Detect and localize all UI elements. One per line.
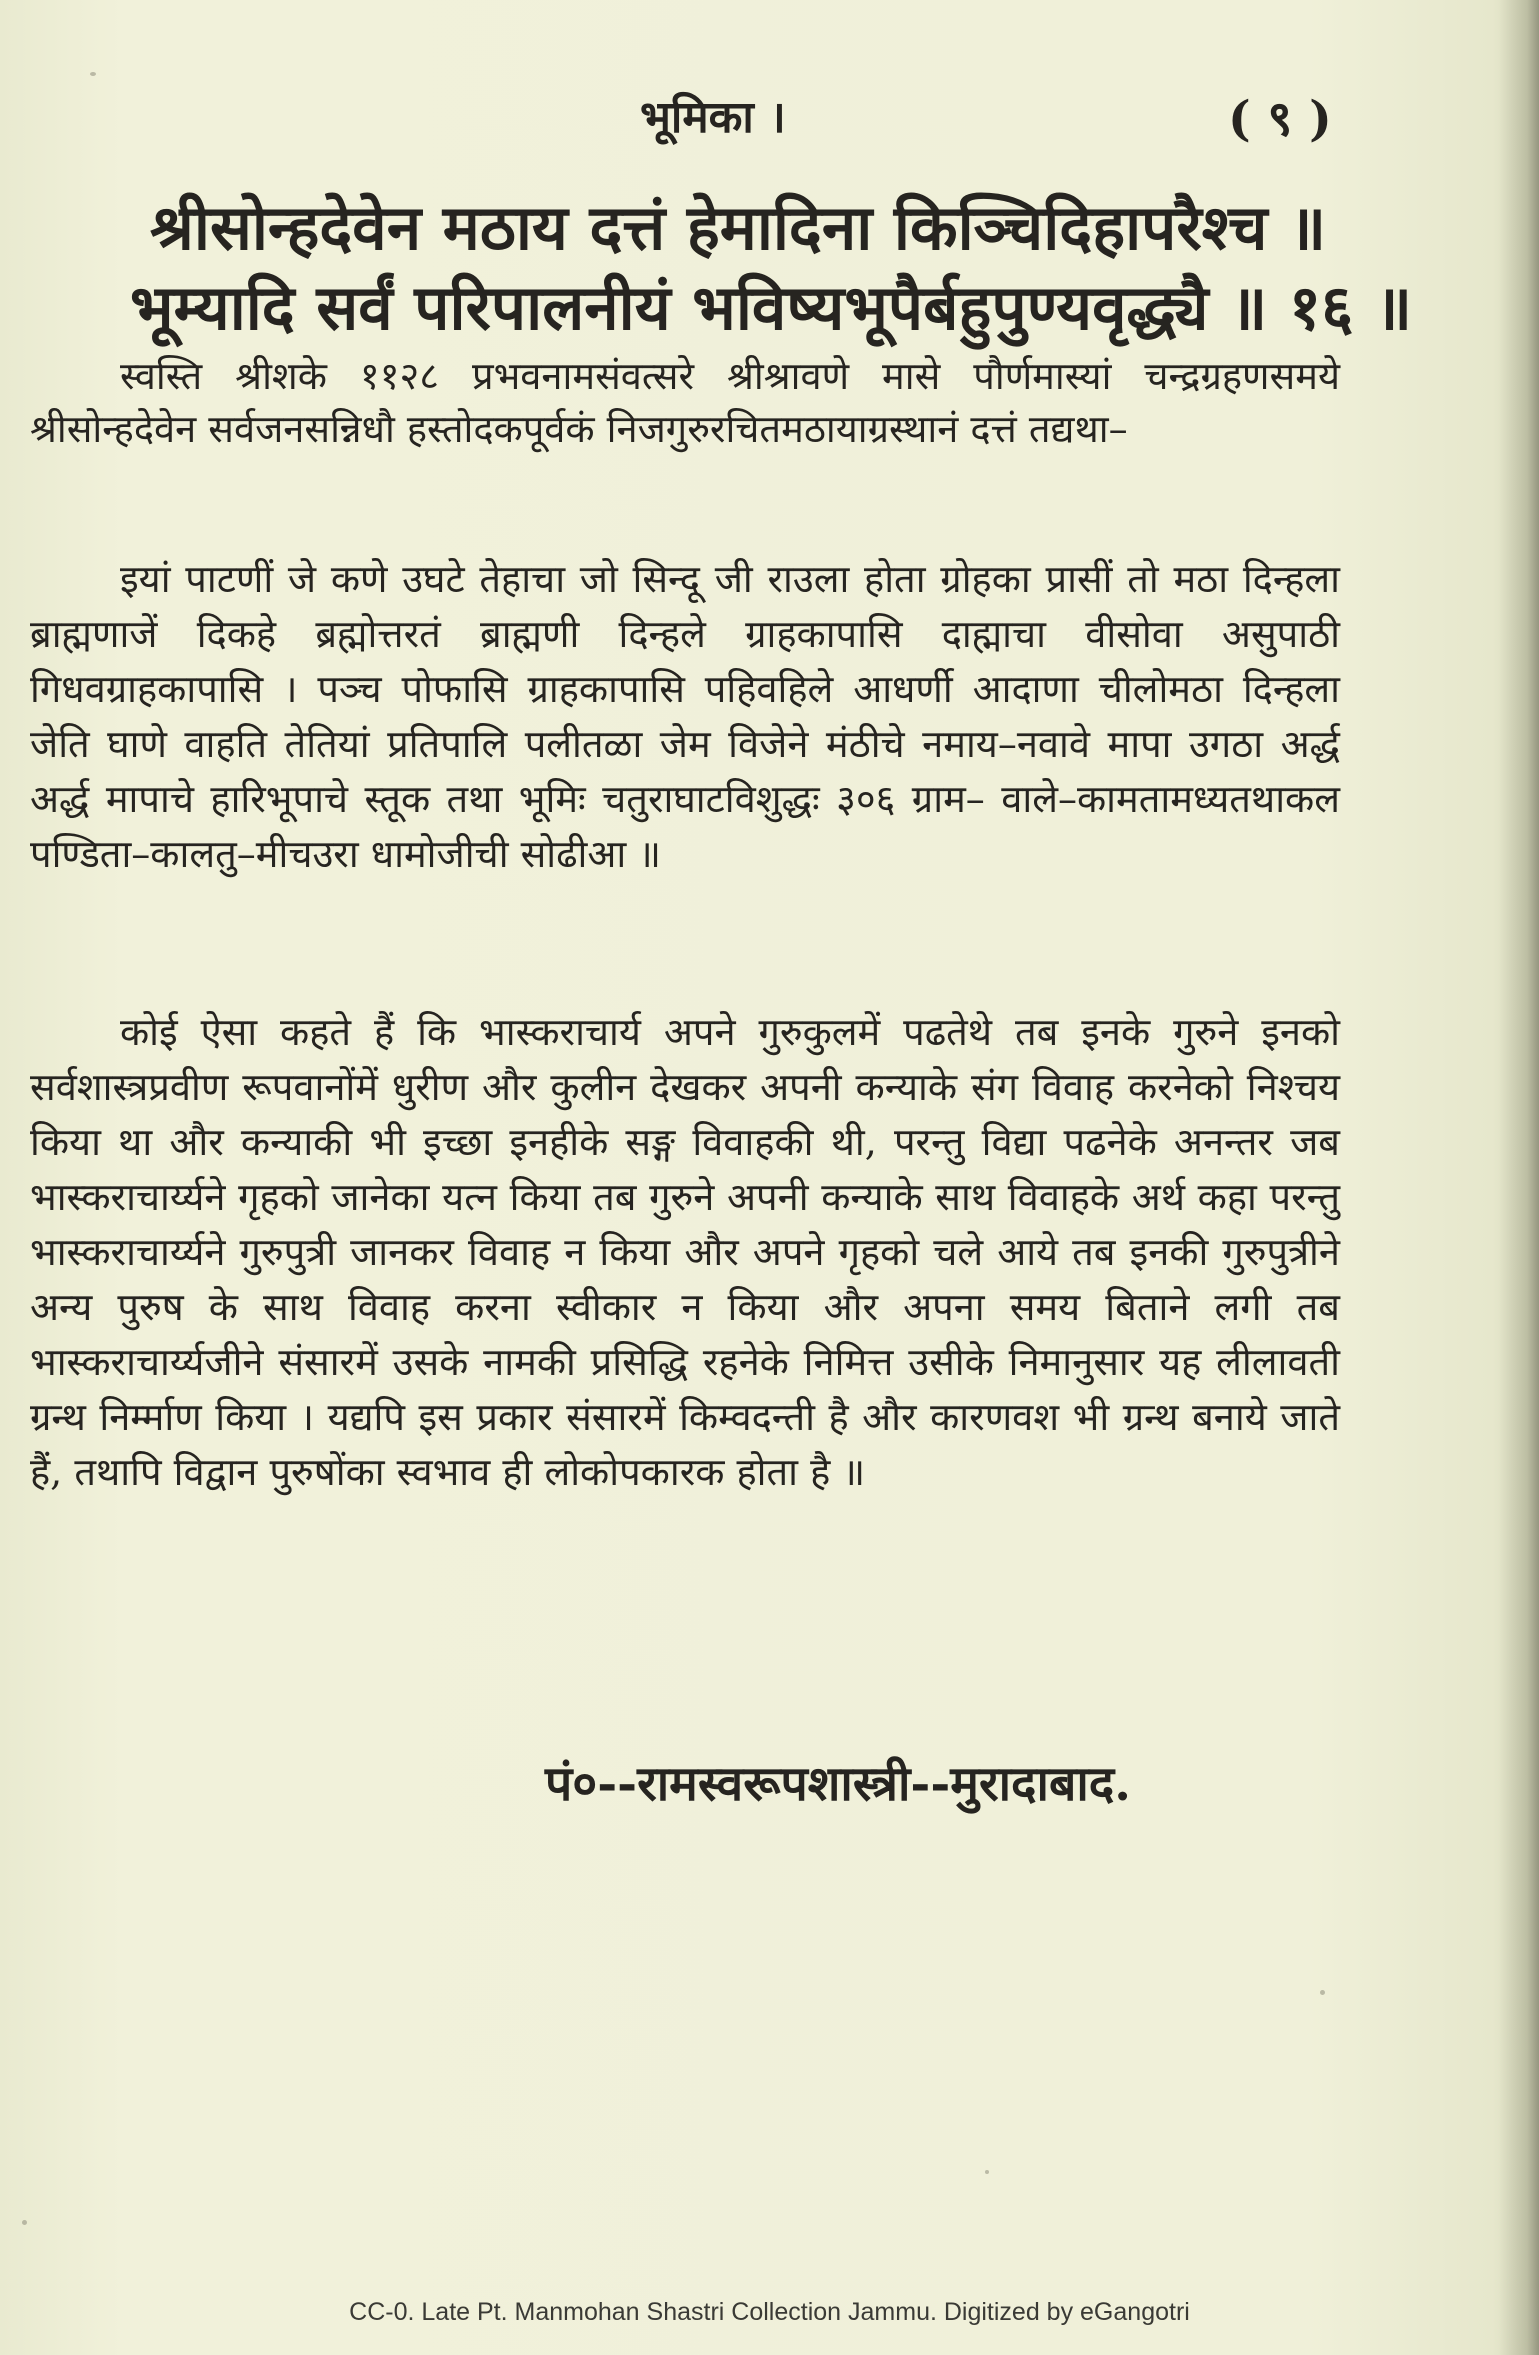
paragraph-legend: कोई ऐसा कहते हैं कि भास्कराचार्य अपने गुरुकुलमें पढतेथे तब इनके गुरुने इनको सर्वशास्त्रप्रवीण रूपवानोंमें धुरीण और कुलीन देखकर अपनी कन्याके संग विवाह करनेको निश्चय किया था और कन्याकी भी इच्छा इनहीके सङ्ग विवाहकी थी, परन्तु विद्या पढनेके अनन्तर जब भास्कराचार्य्यने गृहको जानेका यत्न किया तब गुरुने अपनी कन्याके साथ विवाहके अर्थ कहा परन्तु भास्कराचार्य्यने गुरुपुत्री जानकर विवाह न किया और अपने गृहको चले आये तब इनकी गुरुपुत्रीने अन्य पुरुष के साथ विवाह करना स्वीकार न किया और अपना समय बिताने लगी तब भास्कराचार्य्यजीने संसारमें उसके नामकी प्रसिद्धि रहनेके निमित्त उसीके निमानुसार यह लीलावती ग्रन्थ निर्म्माण किया । यद्यपि इस प्रकार संसारमें किम्वदन्ती है और कारणवश भी ग्रन्थ बनाये जाते हैं, तथापि विद्वान पुरुषोंका स्वभाव ही लोकोपकारक होता है ॥ [30, 1010, 1340, 1494]
paper-speck [985, 2170, 989, 2174]
verse-line-1: श्रीसोन्हदेवेन मठाय दत्तं हेमादिना किञ्चिदिहापरैश्च ॥ [150, 191, 1327, 264]
page-header [0, 85, 1539, 155]
paper-speck [90, 72, 96, 76]
page-header-title: भूमिका । [640, 92, 786, 143]
author-signature: पं०--रामस्वरूपशास्त्री--मुरादाबाद. [545, 1756, 1131, 1812]
paragraph-inscription-intro: स्वस्ति श्रीशके ११२८ प्रभवनामसंवत्सरे श्रीश्रावणे मासे पौर्णमास्यां चन्द्रग्रहणसमये श्रीसोन्हदेवेन सर्वजनसन्निधौ हस्तोदकपूर्वकं निजगुरुरचितमठायाग्रस्थानं दत्तं तद्यथा– [30, 354, 1340, 451]
digitization-credit: CC-0. Late Pt. Manmohan Shastri Collection Jammu. Digitized by eGangotri [349, 2298, 1190, 2326]
page-edge-shadow [1499, 0, 1539, 2355]
paper-speck [22, 2220, 27, 2225]
verse-line-2: भूम्यादि सर्वं परिपालनीयं भविष्यभूपैर्बहुपुण्यवृद्ध्यै ॥ १६ ॥ [130, 271, 1413, 344]
paragraph-inscription-text: इयां पाटणीं जे कणे उघटे तेहाचा जो सिन्दू जी राउला होता ग्रोहका प्रासीं तो मठा दिन्हला ब्राह्मणाजें दिकहे ब्रह्मोत्तरतं ब्राह्मणी दिन्हले ग्राहकापासि दाह्माचा वीसोवा असुपाठी गिधवग्राहकापासि । पञ्च पोफासि ग्राहकापासि पहिवहिले आधर्णी आदाणा चीलोमठा दिन्हला जेति घाणे वाहति तेतियां प्रतिपालि पलीतळा जेम विजेने मंठीचे नमाय–नवावे मापा उगठा अर्द्ध अर्द्ध मापाचे हारिभूपाचे स्तूक तथा भूमिः चतुराघाटविशुद्धः ३०६ ग्राम– वाले–कामतामध्यतथाकल पण्डिता–कालतु–मीचउरा धामोजीची सोढीआ ॥ [30, 557, 1340, 876]
paper-speck [1320, 1990, 1325, 1995]
page-number: ( ९ ) [1228, 91, 1332, 147]
